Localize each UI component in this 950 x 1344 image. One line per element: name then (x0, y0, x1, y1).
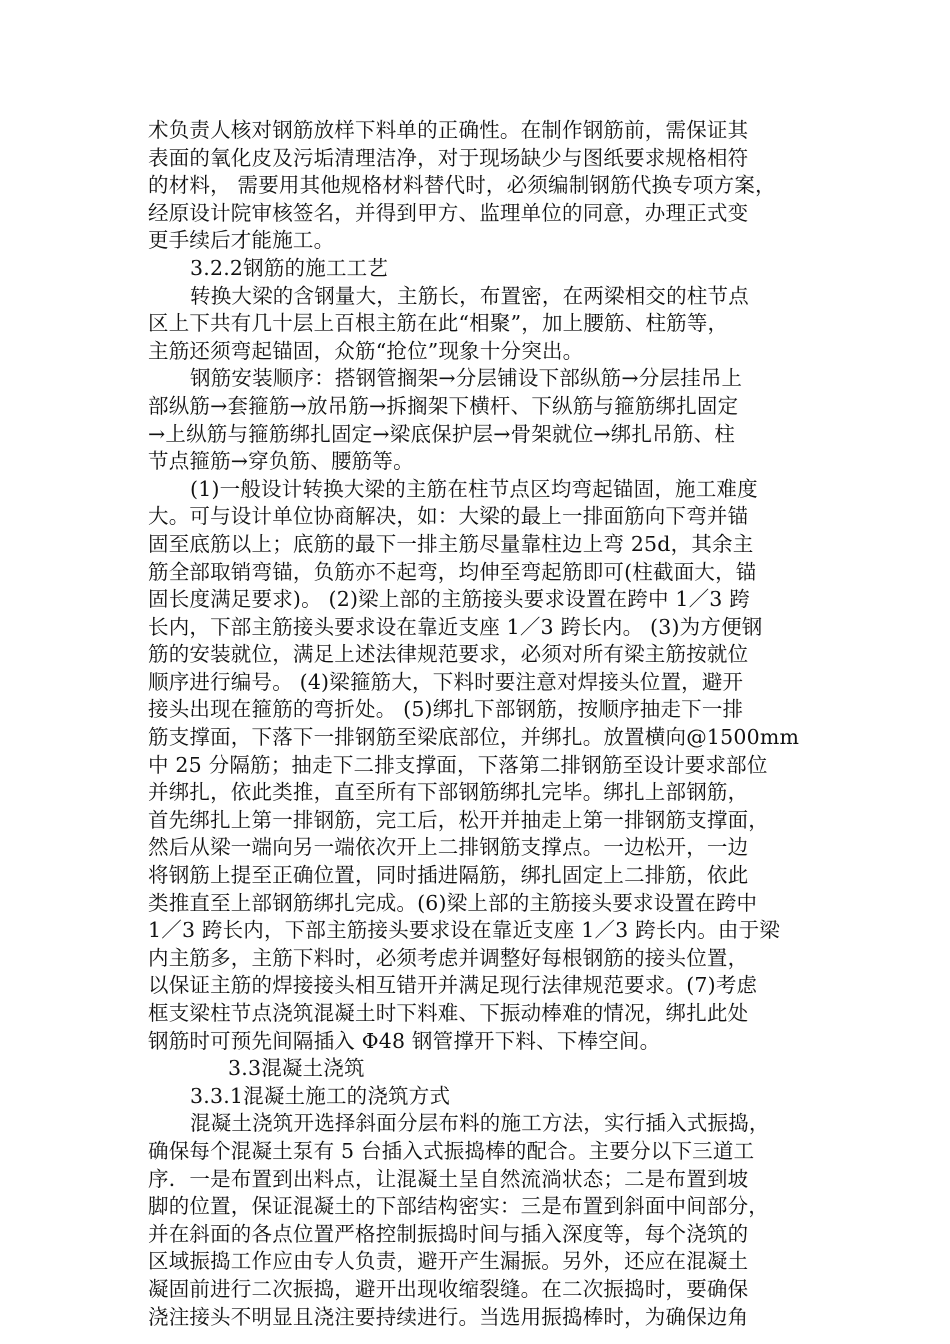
text-line: 区域振捣工作应由专人负责，避开产生漏振。另外，还应在混凝土 (148, 1249, 749, 1274)
document-body (148, 117, 818, 1331)
subsection-heading: 3.3.1混凝土施工的浇筑方式 (190, 1083, 451, 1108)
text-line: 然后从梁一端向另一端依次开上二排钢筋支撑点。一边松开，一边 (148, 835, 749, 860)
text-line: 浇注接头不明显且浇注要持续进行。当选用振捣棒时，为确保边角 (148, 1304, 749, 1329)
text-line: 部纵筋→套箍筋→放吊筋→拆搁架下横杆、下纵筋与箍筋绑扎固定 (148, 393, 739, 418)
text-line: 内主筋多，主筋下料时，必须考虑并调整好每根钢筋的接头位置， (148, 945, 749, 970)
paragraph-start: 转换大梁的含钢量大，主筋长，布置密，在两梁相交的柱节点 (190, 283, 749, 308)
paragraph-start: (1)一般设计转换大梁的主筋在柱节点区均弯起锚固，施工难度 (190, 476, 758, 501)
text-line: 表面的氧化皮及污垢清理洁净，对于现场缺少与图纸要求规格相符 (148, 145, 749, 170)
text-line: 凝固前进行二次振捣，避开出现收缩裂缝。在二次振捣时，要确保 (148, 1276, 749, 1301)
text-line: 术负责人核对钢筋放样下料单的正确性。在制作钢筋前，需保证其 (148, 118, 749, 142)
text-line: 以保证主筋的焊接接头相互错开并满足现行法律规范要求。(7)考虑 (148, 973, 758, 998)
text-line: 主筋还须弯起锚固，众筋“抢位”现象十分突出。 (148, 338, 584, 363)
text-line: 中 25 分隔筋；抽走下二排支撑面，下落第二排钢筋至设计要求部位 (148, 752, 768, 777)
paragraph-start: 钢筋安装顺序：搭钢管搁架→分层铺设下部纵筋→分层挂吊上 (190, 366, 743, 391)
text-line: 筋的安装就位，满足上述法律规范要求，必须对所有梁主筋按就位 (148, 642, 749, 667)
text-line: 经原设计院审核签名，并得到甲方、监理单位的同意，办理正式变 (148, 200, 749, 225)
text-line: 固至底筋以上；底筋的最下一排主筋尽量靠柱边上弯 25d，其余主 (148, 531, 754, 556)
paragraph-start: 混凝土浇筑开选择斜面分层布料的施工方法，实行插入式振捣， (190, 1111, 770, 1136)
text-line: 固长度满足要求)。 (2)梁上部的主筋接头要求设置在跨中 1／3 跨 (148, 587, 750, 612)
text-line: 脚的位置，保证混凝土的下部结构密实：三是布置到斜面中间部分， (148, 1194, 769, 1219)
text-line: 筋全部取销弯锚，负筋亦不起弯，均伸至弯起筋即可(柱截面大，锚 (148, 559, 757, 584)
section-heading: 3.3混凝土浇筑 (228, 1056, 365, 1081)
text-line: 1／3 跨长内，下部主筋接头要求设在靠近支座 1／3 跨长内。由于梁 (148, 918, 781, 943)
text-line: 接头出现在箍筋的弯折处。 (5)绑扎下部钢筋，按顺序抽走下一排 (148, 697, 744, 722)
text-line: 并绑扎，依此类推，直至所有下部钢筋绑扎完毕。绑扎上部钢筋， (148, 780, 749, 805)
text-line: 区上下共有几十层上百根主筋在此“相聚”，加上腰筋、柱筋等， (148, 311, 729, 336)
section-heading: 3.2.2钢筋的施工工艺 (190, 255, 389, 280)
text-line: 更手续后才能施工。 (148, 228, 335, 253)
text-line: 确保每个混凝土泵有 5 台插入式振捣棒的配合。主要分以下三道工 (148, 1138, 755, 1163)
text-line: 将钢筋上提至正确位置，同时插进隔筋，绑扎固定上二排筋，依此 (148, 863, 749, 888)
text-line: 的材料， 需要用其他规格材料替代时，必须编制钢筋代换专项方案， (148, 173, 776, 198)
text-line: 类推直至上部钢筋绑扎完成。(6)梁上部的主筋接头要求设置在跨中 (148, 890, 758, 915)
text-line: 框支梁柱节点浇筑混凝土时下料难、下振动棒难的情况，绑扎此处 (148, 1001, 749, 1025)
text-line: 并在斜面的各点位置严格控制振捣时间与插入深度等，每个浇筑的 (148, 1221, 749, 1246)
text-line: 钢筋时可预先间隔插入 Φ48 钢管撑开下料、下棒空间。 (148, 1028, 661, 1053)
text-line: 首先绑扎上第一排钢筋，完工后，松开并抽走上第一排钢筋支撑面， (148, 807, 769, 832)
text-line: 序．一是布置到出料点，让混凝土呈自然流淌状态；二是布置到坡 (148, 1166, 749, 1191)
text-line: 节点箍筋→穿负筋、腰筋等。 (148, 449, 414, 474)
text-line: 大。可与设计单位协商解决，如：大梁的最上一排面筋向下弯并锚 (148, 504, 749, 529)
text-line: 长内，下部主筋接头要求设在靠近支座 1／3 跨长内。 (3)为方便钢 (148, 614, 763, 639)
text-line: →上纵筋与箍筋绑扎固定→梁底保护层→骨架就位→绑扎吊筋、柱 (148, 421, 736, 446)
text-line: 筋支撑面，下落下一排钢筋至梁底部位，并绑扎。放置横向@1500mm (148, 725, 800, 750)
text-line: 顺序进行编号。 (4)梁箍筋大，下料时要注意对焊接头位置，避开 (148, 669, 744, 694)
